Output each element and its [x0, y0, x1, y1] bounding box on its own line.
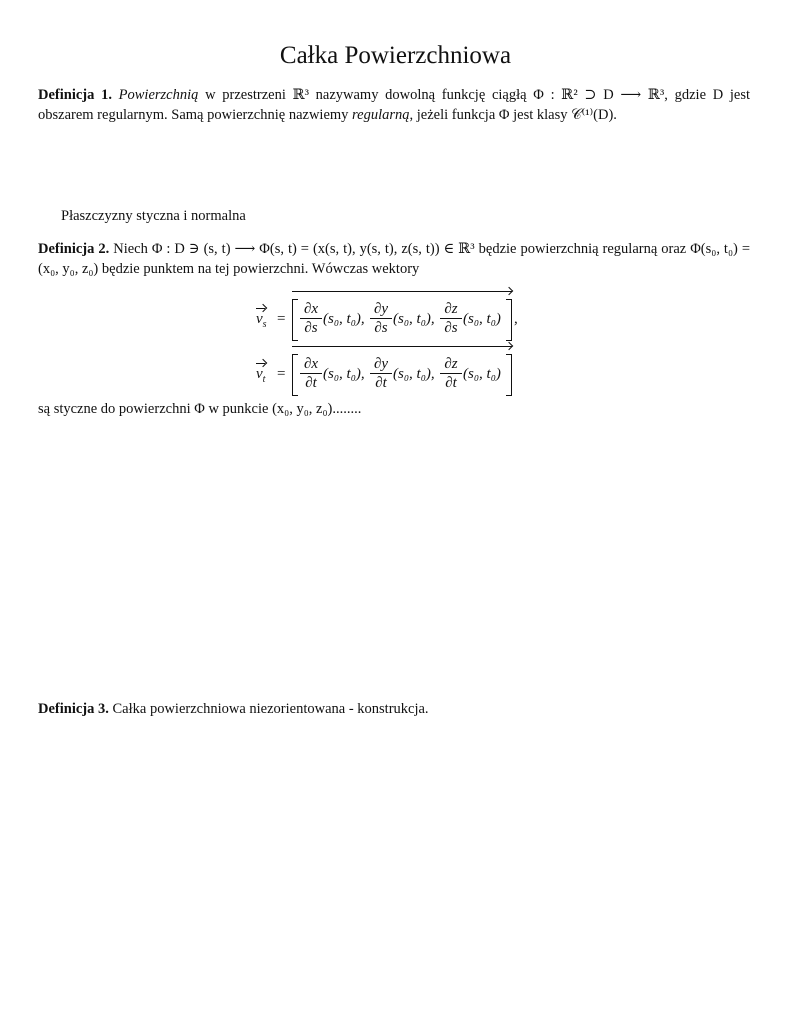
left-bracket — [292, 299, 298, 341]
equation-vt-overarrow-line — [292, 346, 512, 347]
definition-1-term-2: regularną — [352, 107, 410, 123]
definition-3-text: Całka powierzchniowa niezorientowana - konstrukcja. — [108, 701, 429, 717]
definition-3-label: Definicja 3. — [38, 701, 109, 717]
equation-vt — [0, 352, 791, 400]
argument-2: (s₀, t₀), — [393, 311, 435, 327]
definition-1-text-b: , jeżeli funkcja Φ jest klasy 𝒞⁽¹⁾(D). — [409, 107, 617, 123]
fraction-dz-ds — [440, 300, 462, 337]
definition-2 — [38, 239, 750, 279]
equation-vt-lhs — [256, 366, 265, 385]
argument-3: (s₀, t₀) — [463, 366, 501, 382]
argument-1: (s₀, t₀), — [323, 311, 365, 327]
equation-vs — [0, 297, 791, 345]
page-title: Całka Powierzchniowa — [279, 42, 512, 69]
fraction-denominator: ∂t — [375, 375, 387, 391]
equation-vs-body — [292, 297, 512, 345]
fraction-numerator: ∂y — [370, 355, 392, 374]
fraction-numerator: ∂x — [300, 355, 322, 374]
fraction-dx-dt — [300, 355, 322, 392]
fraction-dy-dt — [370, 355, 392, 392]
fraction-denominator: ∂s — [444, 320, 458, 336]
fraction-denominator: ∂s — [374, 320, 388, 336]
equation-vs-lhs — [256, 311, 267, 330]
fraction-numerator: ∂x — [300, 300, 322, 319]
fraction-denominator: ∂t — [445, 375, 457, 391]
definition-1 — [38, 85, 750, 125]
fraction-denominator: ∂t — [305, 375, 317, 391]
vector-v-t: v — [256, 366, 263, 382]
tangent-statement: są styczne do powierzchni Φ w punkcie (x₀, y₀, z₀)........ — [38, 401, 362, 417]
definition-1-text-a: w przestrzeni ℝ³ nazywamy dowolną funkcję ciągłą Φ : ℝ² ⊃ D ⟶ ℝ³, gdzie D jest obszarem regularnym. Samą powierzchnię nazwiemy — [38, 87, 751, 123]
fraction-numerator: ∂z — [440, 300, 462, 319]
vector-v-s-subscript: s — [262, 319, 267, 330]
left-bracket — [292, 354, 298, 396]
fraction-dy-ds — [370, 300, 392, 337]
definition-2-text: Niech Φ : D ∋ (s, t) ⟶ Φ(s, t) = (x(s, t), y(s, t), z(s, t)) ∈ ℝ³ będzie powierzchnią regularną oraz Φ(s₀, t₀) = (x₀, y₀, z₀) będzie punktem na tej powierzchni. Wówczas wektory — [38, 241, 750, 277]
equation-vs-arrow-head — [505, 287, 513, 295]
right-bracket — [506, 354, 512, 396]
equation-vs-equals: = — [277, 311, 286, 327]
section-subheading: Płaszczyzny styczna i normalna — [61, 208, 246, 224]
definition-1-label: Definicja 1. — [38, 87, 112, 103]
definition-1-term: Powierzchnią — [118, 87, 199, 103]
equation-vs-overarrow-line — [292, 291, 512, 292]
equation-vt-body — [292, 352, 512, 400]
vector-v-s: v — [256, 311, 263, 327]
argument-2: (s₀, t₀), — [393, 366, 435, 382]
fraction-dx-ds — [300, 300, 322, 337]
fraction-numerator: ∂y — [370, 300, 392, 319]
fraction-dz-dt — [440, 355, 462, 392]
argument-1: (s₀, t₀), — [323, 366, 365, 382]
equation-vs-comma: , — [514, 311, 518, 327]
equation-vt-equals: = — [277, 366, 286, 382]
argument-3: (s₀, t₀) — [463, 311, 501, 327]
fraction-numerator: ∂z — [440, 355, 462, 374]
vector-v-t-subscript: t — [262, 374, 266, 385]
fraction-denominator: ∂s — [304, 320, 318, 336]
right-bracket — [506, 299, 512, 341]
definition-3 — [38, 699, 750, 719]
definition-2-label: Definicja 2. — [38, 241, 110, 257]
